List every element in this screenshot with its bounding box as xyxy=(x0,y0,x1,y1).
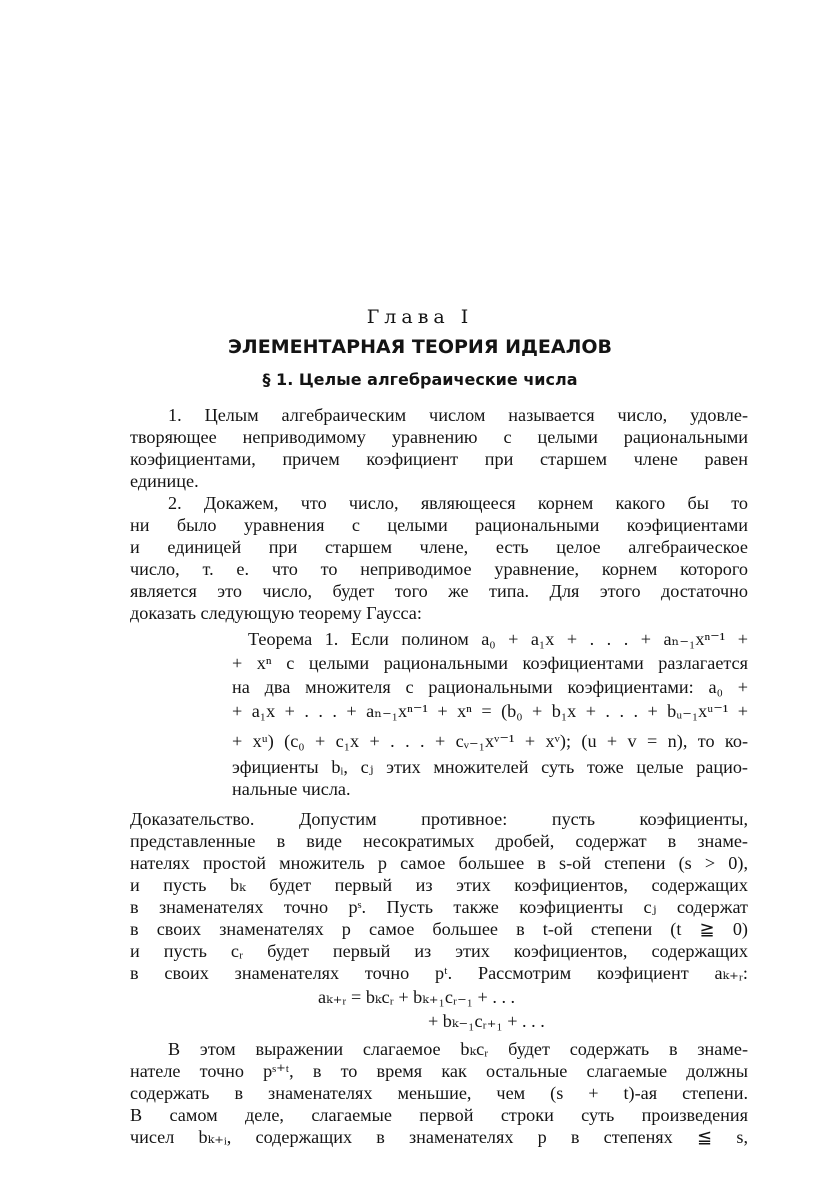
theorem-line: Теорема 1. Если полином a₀ + a₁x + . . . + aₙ₋₁xⁿ⁻¹ + xyxy=(248,629,748,649)
proof-line: в знаменателях точно pˢ. Пусть также коэфициенты cⱼ содержат xyxy=(130,897,748,917)
text-line: 2. Докажем, что число, являющееся корнем какого бы то xyxy=(168,493,748,513)
text-line: доказать следующую теорему Гаусса: xyxy=(130,603,422,623)
text-line: коэфициентами, причем коэфициент при старшем члене равен xyxy=(130,449,748,469)
proof-line: и пусть bₖ будет первый из этих коэфициентов, содержащих xyxy=(130,875,748,895)
theorem-line: + a₁x + . . . + aₙ₋₁xⁿ⁻¹ + xⁿ = (b₀ + b₁x + . . . + bᵤ₋₁xᵘ⁻¹ + xyxy=(232,701,748,721)
formula-line: aₖ₊ᵣ = bₖcᵣ + bₖ₊₁cᵣ₋₁ + . . . xyxy=(318,987,516,1007)
text-line: и единицей при старшем члене, есть целое алгебраическое xyxy=(130,537,748,557)
section-heading: § 1. Целые алгебраические числа xyxy=(262,370,578,389)
proof-line: в своих знаменателях p самое большее в t-ой степени (t ≧ 0) xyxy=(130,919,748,939)
formula-line: + bₖ₋₁cᵣ₊₁ + . . . xyxy=(428,1011,545,1031)
proof-line: Доказательство. Допустим противное: пусть коэфициенты, xyxy=(130,809,748,829)
text-line: В этом выражении слагаемое bₖcᵣ будет содержать в знаме- xyxy=(168,1039,748,1059)
chapter-title: ЭЛЕМЕНТАРНАЯ ТЕОРИЯ ИДЕАЛОВ xyxy=(227,336,613,358)
proof-line: в своих знаменателях точно pᵗ. Рассмотрим коэфициент aₖ₊ᵣ: xyxy=(130,963,748,983)
text-line: чисел bₖ₊ᵢ, содержащих в знаменателях p в степенях ≦ s, xyxy=(130,1127,748,1147)
theorem-line: на два множителя с рациональными коэфициентами: a₀ + xyxy=(232,677,748,697)
theorem-line: + xⁿ с целыми рациональными коэфициентами разлагается xyxy=(232,653,748,673)
text-line: 1. Целым алгебраическим числом называется число, удовле- xyxy=(168,405,748,425)
proof-line: и пусть cᵣ будет первый из этих коэфициентов, содержащих xyxy=(130,941,748,961)
text-line: единице. xyxy=(130,471,199,491)
theorem-line: эфициенты bᵢ, cⱼ этих множителей суть тоже целые рацио- xyxy=(232,757,748,777)
theorem-line: + xᵘ) (c₀ + c₁x + . . . + cᵥ₋₁xᵛ⁻¹ + xᵛ); (u + v = n), то ко- xyxy=(232,731,748,751)
text-line: содержать в знаменателях меньшие, чем (s + t)-ая степени. xyxy=(130,1083,748,1103)
text-line: творяющее неприводимому уравнению с целыми рациональными xyxy=(130,427,748,447)
text-line: число, т. е. что то неприводимое уравнение, корнем которого xyxy=(130,559,748,579)
proof-line: нателях простой множитель p самое большее в s-ой степени (s > 0), xyxy=(130,853,748,873)
text-line: является это число, будет того же типа. Для этого достаточно xyxy=(130,581,748,601)
text-line: ни было уравнения с целыми рациональными коэфициентами xyxy=(130,515,748,535)
text-line: нателе точно pˢ⁺ᵗ, в то время как остальные слагаемые должны xyxy=(130,1061,748,1081)
theorem-line: нальные числа. xyxy=(232,779,351,799)
chapter-heading: Глава I xyxy=(366,306,474,328)
text-line: В самом деле, слагаемые первой строки суть произведения xyxy=(130,1105,748,1125)
proof-line: представленные в виде несократимых дробей, содержат в знаме- xyxy=(130,831,748,851)
